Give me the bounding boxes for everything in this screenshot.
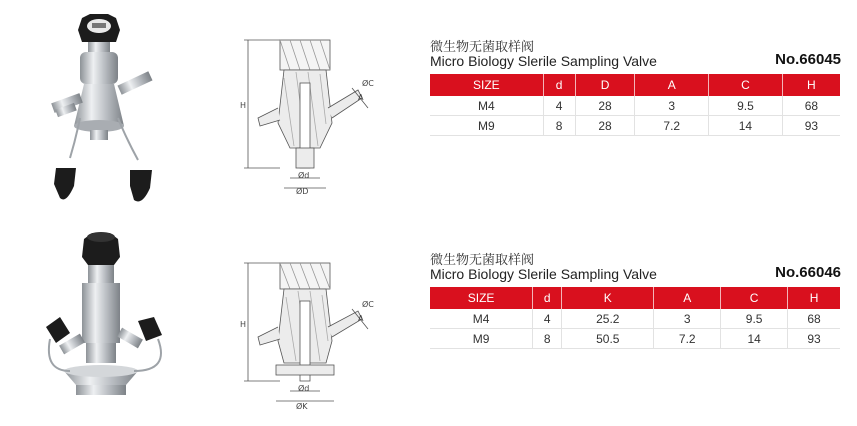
technical-drawing-66045 [240, 28, 380, 203]
model-number: No.66045 [775, 51, 841, 68]
column-header: K [562, 287, 654, 309]
column-header: SIZE [430, 287, 533, 309]
spec-table-66045 [430, 74, 840, 136]
column-header: A [654, 287, 721, 309]
table-header-row [430, 74, 840, 96]
table-cell: 7.2 [635, 116, 709, 136]
table-cell: 9.5 [709, 96, 783, 116]
table-cell: 28 [575, 116, 635, 136]
column-header: A [635, 74, 709, 96]
table-row [430, 329, 840, 349]
table-cell: 4 [533, 309, 562, 329]
table-cell: 28 [575, 96, 635, 116]
table-cell: 93 [782, 116, 840, 136]
table-cell: 68 [782, 96, 840, 116]
column-header: C [709, 74, 783, 96]
model-number: No.66046 [775, 264, 841, 281]
table-cell: M4 [430, 309, 533, 329]
technical-drawing-66046 [240, 241, 380, 416]
table-cell: 68 [788, 309, 840, 329]
product-block-66046 [0, 213, 857, 426]
column-header: C [721, 287, 788, 309]
product-title-cn: 微生物无菌取样阀 [430, 40, 535, 55]
table-row [430, 96, 840, 116]
table-cell: 3 [635, 96, 709, 116]
table-row [430, 309, 840, 329]
column-header: D [575, 74, 635, 96]
product-title-cn: 微生物无菌取样阀 [430, 253, 535, 268]
table-cell: 8 [543, 116, 575, 136]
column-header: d [533, 287, 562, 309]
table-cell: 9.5 [721, 309, 788, 329]
product-title-en: Micro Biology Slerile Sampling Valve [430, 266, 657, 282]
column-header: H [782, 74, 840, 96]
table-cell: 14 [721, 329, 788, 349]
drawing-label-c: ØC [362, 300, 374, 309]
table-cell: M9 [430, 116, 543, 136]
product-photo-66046 [30, 221, 200, 421]
drawing-label-a: A [358, 314, 364, 323]
drawing-label-d: Ød [298, 171, 310, 180]
table-cell: 8 [533, 329, 562, 349]
drawing-label-c: ØC [362, 79, 374, 88]
table-cell: 14 [709, 116, 783, 136]
drawing-label-D: ØD [296, 187, 309, 196]
drawing-label-h: H [240, 320, 247, 329]
drawing-label-a: A [358, 93, 364, 102]
table-cell: 25.2 [562, 309, 654, 329]
table-cell: 50.5 [562, 329, 654, 349]
table-cell: M4 [430, 96, 543, 116]
column-header: H [788, 287, 840, 309]
column-header: SIZE [430, 74, 543, 96]
product-title-en: Micro Biology Slerile Sampling Valve [430, 53, 657, 69]
table-cell: 93 [788, 329, 840, 349]
table-cell: 7.2 [654, 329, 721, 349]
column-header: d [543, 74, 575, 96]
drawing-label-h: H [240, 101, 247, 110]
table-cell: M9 [430, 329, 533, 349]
spec-table-66046 [430, 287, 840, 349]
drawing-label-k: ØK [296, 402, 308, 411]
table-cell: 4 [543, 96, 575, 116]
drawing-label-d: Ød [298, 384, 310, 393]
table-row [430, 116, 840, 136]
table-header-row [430, 287, 840, 309]
product-photo-66045 [30, 8, 200, 208]
table-cell: 3 [654, 309, 721, 329]
